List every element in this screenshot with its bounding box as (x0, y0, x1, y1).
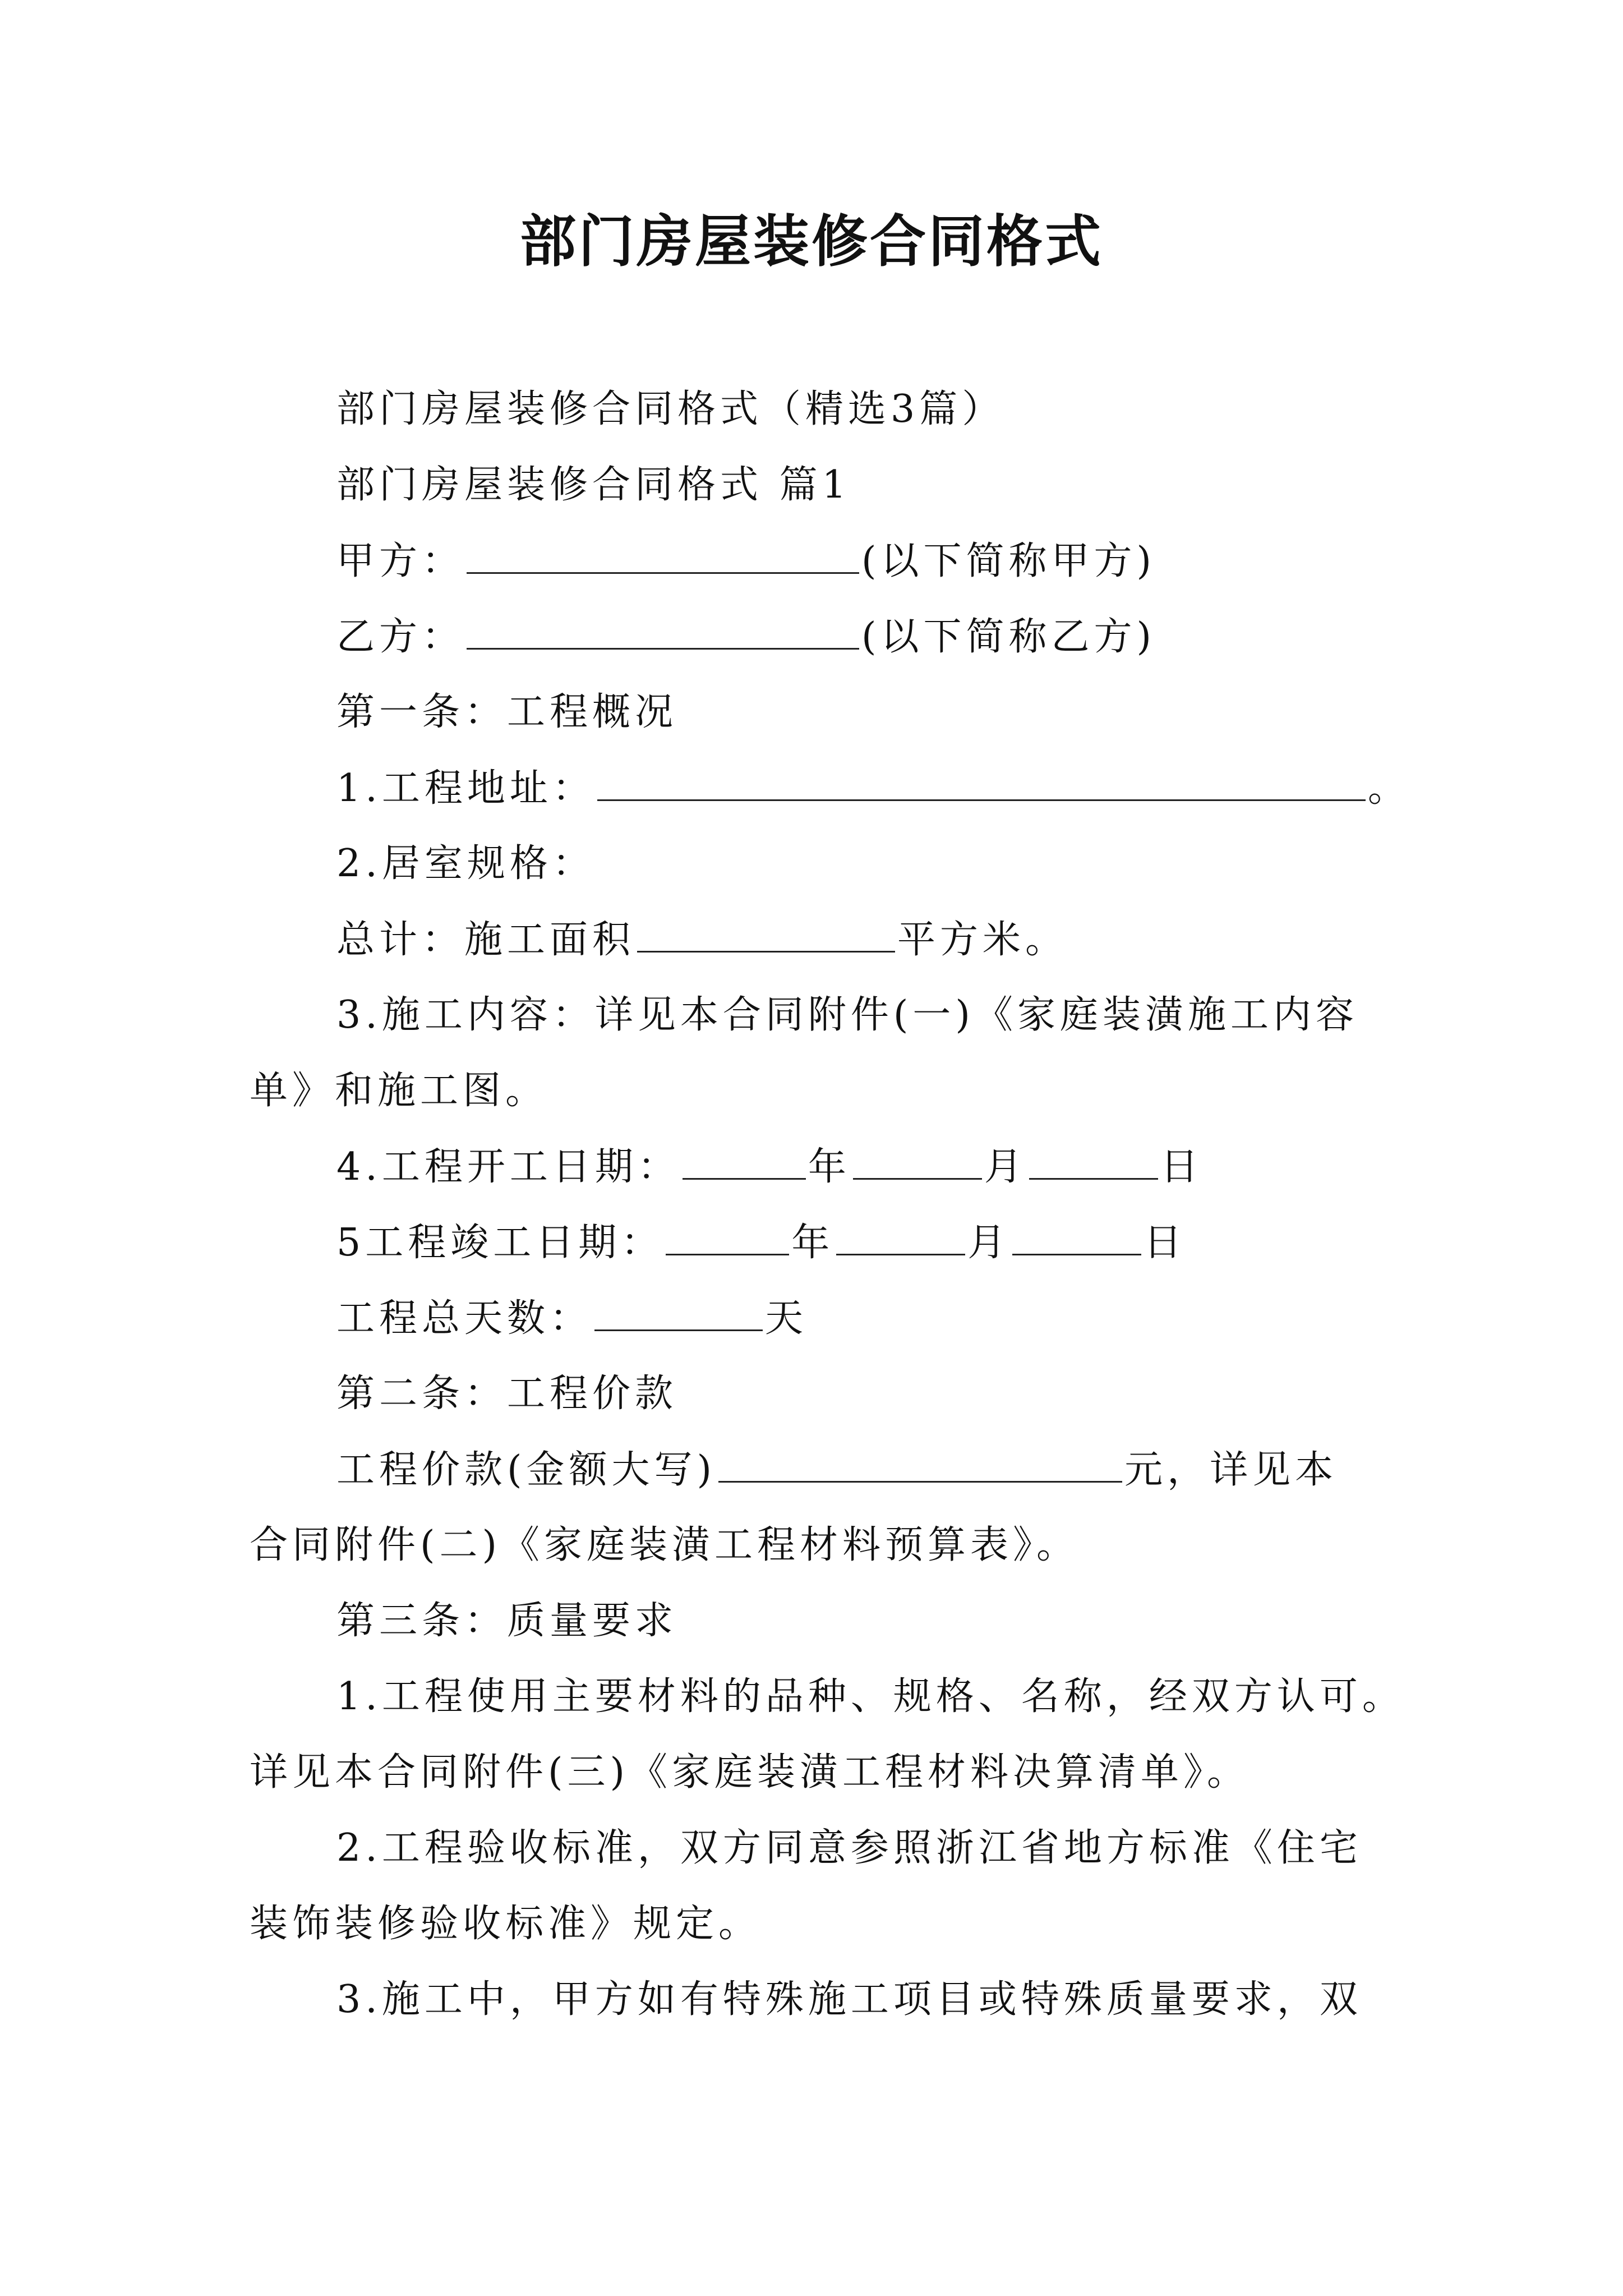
area-line (336, 912, 1068, 968)
start-year-unit: 年 (808, 1145, 851, 1189)
price-label: 工程价款(金额大写) (336, 1448, 717, 1492)
address-end: 。 (1367, 766, 1410, 811)
address-blank (597, 760, 1366, 801)
address-label: 1.工程地址： (336, 766, 595, 811)
party-b-label: 乙方： (336, 615, 465, 659)
party-a-label: 甲方： (336, 539, 465, 583)
start-date-label: 4.工程开工日期： (336, 1145, 680, 1189)
party-b-note: (以下简称乙方) (861, 615, 1156, 659)
start-date-line (336, 1139, 1203, 1195)
total-days-unit: 天 (765, 1296, 808, 1341)
party-a-line (336, 533, 1156, 590)
end-day-unit: 日 (1144, 1221, 1187, 1265)
party-a-note: (以下简称甲方) (861, 539, 1156, 583)
quality-item-3-line-1: 3.施工中，甲方如有特殊施工项目或特殊质量要求，双 (336, 1977, 1362, 2022)
start-year-blank (683, 1139, 806, 1180)
end-year-blank (666, 1214, 789, 1255)
address-line (336, 760, 1410, 817)
area-label: 总计：施工面积 (336, 918, 635, 962)
content-line-1: 3.施工内容：详见本合同附件(一)《家庭装潢施工内容 (336, 993, 1358, 1037)
document-title: 部门房屋装修合同格式 (520, 208, 1103, 274)
price-blank (718, 1442, 1122, 1483)
party-b-line (336, 609, 1156, 665)
end-date-label: 5工程竣工日期： (336, 1221, 664, 1265)
article-2-heading: 第二条：工程价款 (336, 1372, 678, 1416)
subtitle-line: 部门房屋装修合同格式（精选3篇） (336, 387, 1005, 431)
area-unit: 平方米。 (897, 918, 1068, 962)
end-month-unit: 月 (967, 1221, 1011, 1265)
party-b-blank (467, 609, 859, 650)
price-line (336, 1442, 1338, 1498)
quality-item-2-line-2: 装饰装修验收标准》规定。 (250, 1902, 762, 1946)
end-date-line (336, 1214, 1186, 1271)
end-month-blank (836, 1214, 965, 1255)
section-heading: 部门房屋装修合同格式 篇1 (336, 463, 851, 507)
room-spec-line: 2.居室规格： (336, 841, 595, 886)
quality-item-2-line-1: 2.工程验收标准，双方同意参照浙江省地方标准《住宅 (336, 1826, 1362, 1870)
total-days-line (336, 1290, 808, 1347)
total-days-blank (594, 1290, 763, 1331)
price-suffix: 元，详见本 (1124, 1448, 1338, 1492)
article-3-heading: 第三条：质量要求 (336, 1599, 678, 1643)
price-line-2: 合同附件(二)《家庭装潢工程材料预算表》。 (250, 1523, 1080, 1567)
end-day-blank (1012, 1214, 1141, 1255)
article-1-heading: 第一条：工程概况 (336, 690, 678, 734)
area-blank (637, 912, 895, 953)
start-day-blank (1029, 1139, 1158, 1180)
quality-item-1-line-2: 详见本合同附件(三)《家庭装潢工程材料决算清单》。 (250, 1750, 1250, 1795)
start-day-unit: 日 (1160, 1145, 1203, 1189)
end-year-unit: 年 (791, 1221, 834, 1265)
start-month-blank (853, 1139, 982, 1180)
party-a-blank (467, 533, 859, 574)
content-line-2: 单》和施工图。 (250, 1069, 548, 1113)
total-days-label: 工程总天数： (336, 1296, 593, 1341)
quality-item-1-line-1: 1.工程使用主要材料的品种、规格、名称，经双方认可。 (336, 1674, 1405, 1719)
start-month-unit: 月 (984, 1145, 1027, 1189)
